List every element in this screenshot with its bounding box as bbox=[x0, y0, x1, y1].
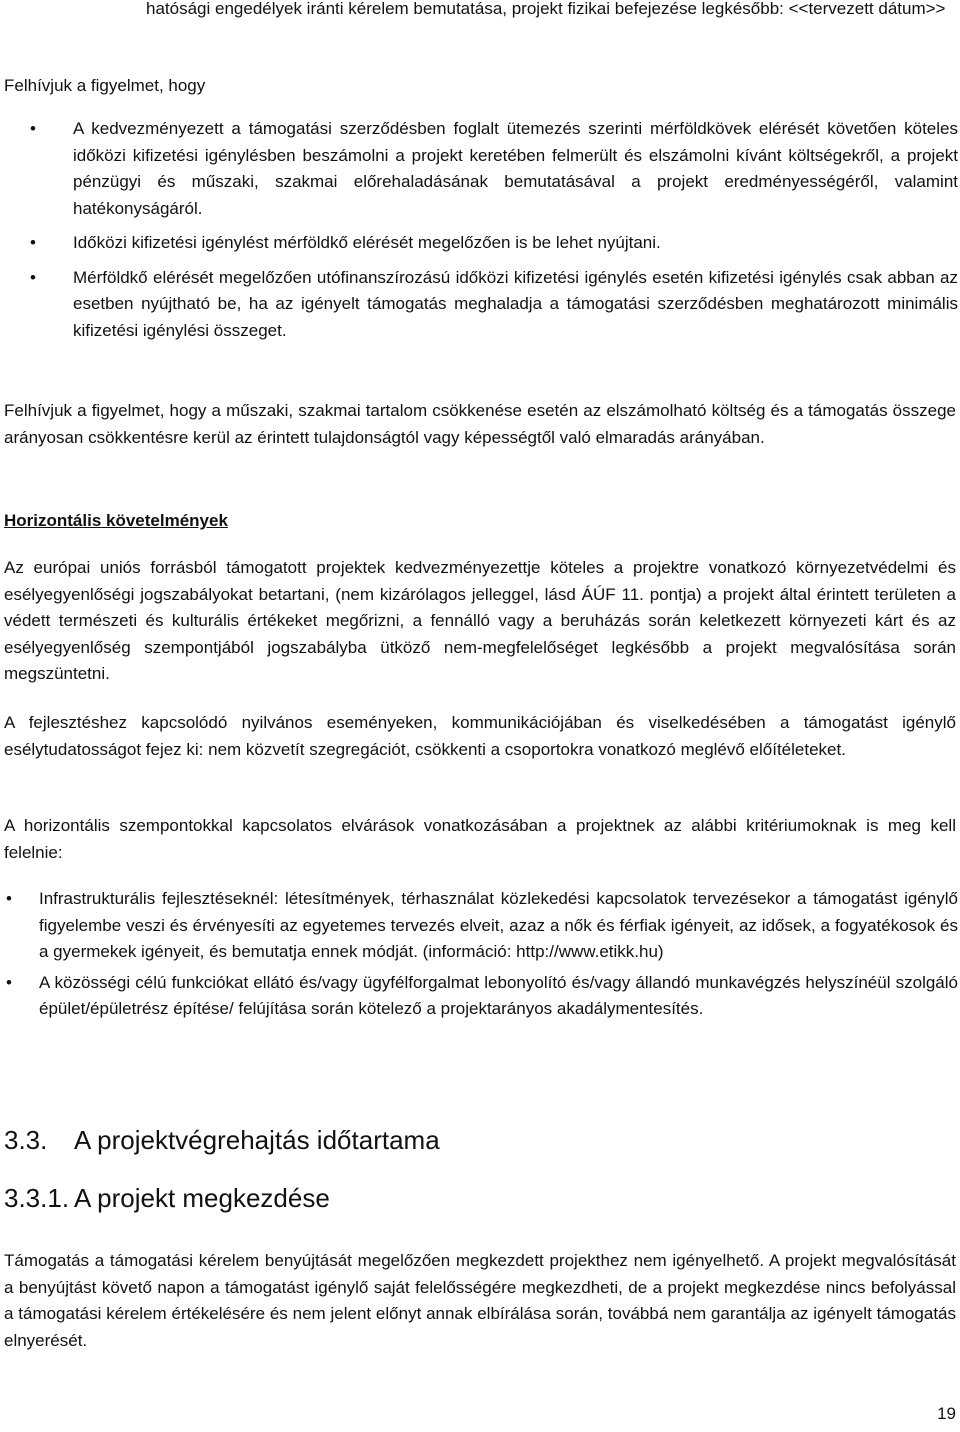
list-item: • Mérföldkő elérését megelőzően utófinanszírozású időközi kifizetési igénylés esetén kifizetési igénylés csak abban az esetben nyújtható be, ha az igényelt támogatás meghaladja a támogatási szerződésben meghatározott minimális kifizetési igénylési összeget. bbox=[0, 265, 958, 345]
bullet-icon: • bbox=[6, 889, 12, 908]
list-item: • Időközi kifizetési igénylést mérföldkő elérését megelőzően is be lehet nyújtani. bbox=[0, 230, 958, 257]
section-heading-3-3 bbox=[4, 1124, 440, 1156]
continuation-text: hatósági engedélyek iránti kérelem bemutatása, projekt fizikai befejezése legkésőbb: <<tervezett dátum>> bbox=[146, 0, 946, 18]
section-heading-3-3-1 bbox=[4, 1182, 330, 1214]
criteria-bullet-list bbox=[0, 886, 958, 1027]
section-heading-horizontal: Horizontális követelmények bbox=[4, 511, 228, 530]
development-paragraph: A fejlesztéshez kapcsolódó nyilvános eseményeken, kommunikációjában és viselkedésében a támogatást igénylő esélytudatosságot fejez ki: nem közvetít szegregációt, csökkenti a csoportokra vonatkozó meglévő előítéleteket. bbox=[4, 713, 956, 759]
attention-paragraph: Felhívjuk a figyelmet, hogy a műszaki, szakmai tartalom csökkenése esetén az elszámolható költség és a támogatás összege arányosan csökkentésre kerül az érintett tulajdonságtól vagy képességtől való elmaradás arányában. bbox=[4, 401, 956, 447]
expectations-paragraph: A horizontális szempontokkal kapcsolatos elvárások vonatkozásában a projektnek az alábbi kritériumoknak is meg kell felelnie: bbox=[4, 816, 956, 862]
eu-requirements-paragraph: Az európai uniós forrásból támogatott projektek kedvezményezettje köteles a projektre vonatkozó környezetvédelmi és esélyegyenlőségi jogszabályokat betartani, (nem kizárólagos jelleggel, lásd ÁÚF 11. pontja) a projekt által érintett területen a védett természeti és kulturális értékeket megőrizni, a fennálló vagy a beruházás során keletkezett környezeti kárt és az esélyegyenlőség szempontjából jogszabályba ütköző nem-megfelelőséget legkésőbb a projekt megvalósítása során megszüntetni. bbox=[4, 558, 956, 683]
bullet-icon: • bbox=[6, 972, 12, 992]
section-title: A projektvégrehajtás időtartama bbox=[74, 1125, 440, 1155]
bullet-icon: • bbox=[30, 267, 36, 287]
bullet-icon: • bbox=[30, 119, 36, 138]
section-title: A projekt megkezdése bbox=[74, 1183, 330, 1213]
section-number: 3.3. bbox=[4, 1125, 48, 1155]
list-item: • A közösségi célú funkciókat ellátó és/vagy ügyfélforgalmat lebonyolító és/vagy állandó munkavégzés helyszínéül szolgáló épület/épületrész építése/ felújítása során kötelező a projektarányos akadálymentesítés. bbox=[0, 970, 958, 1023]
page-number: 19 bbox=[937, 1404, 956, 1423]
intro-text: Felhívjuk a figyelmet, hogy bbox=[4, 76, 206, 95]
section-number: 3.3.1. bbox=[4, 1183, 70, 1213]
project-start-paragraph: Támogatás a támogatási kérelem benyújtását megelőzően megkezdett projekthez nem igényelhető. A projekt megvalósítását a benyújtást követő napon a támogatást igénylő saját felelősségére megkezdheti, de a projekt megkezdése nincs befolyással a támogatási kérelem értékelésére és nem jelent előnyt annak elbírálása során, továbbá nem garantálja az igényelt támogatás elnyerését. bbox=[4, 1251, 956, 1350]
milestone-bullet-list bbox=[0, 116, 958, 352]
list-item: • Infrastrukturális fejlesztéseknél: létesítmények, térhasználat közlekedési kapcsolatok tervezésekor a támogatást igénylő figyelembe veszi és érvényesíti az egyetemes tervezés elveit, azaz a nők és férfiak igényeit, az idősek, a fogyatékosok és a gyermekek igényeit, és bemutatja ennek módját. (információ: http://www.etikk.hu) bbox=[0, 886, 958, 966]
bullet-icon: • bbox=[30, 233, 36, 252]
list-item: • A kedvezményezett a támogatási szerződésben foglalt ütemezés szerinti mérföldkövek elérését követően köteles időközi kifizetési igénylésben beszámolni a projekt keretében felmerült és elszámolni kívánt költségekről, a projekt pénzügyi és műszaki, szakmai előrehaladásának bemutatásával a projekt eredményességéről, valamint hatékonyságáról. bbox=[0, 116, 958, 222]
